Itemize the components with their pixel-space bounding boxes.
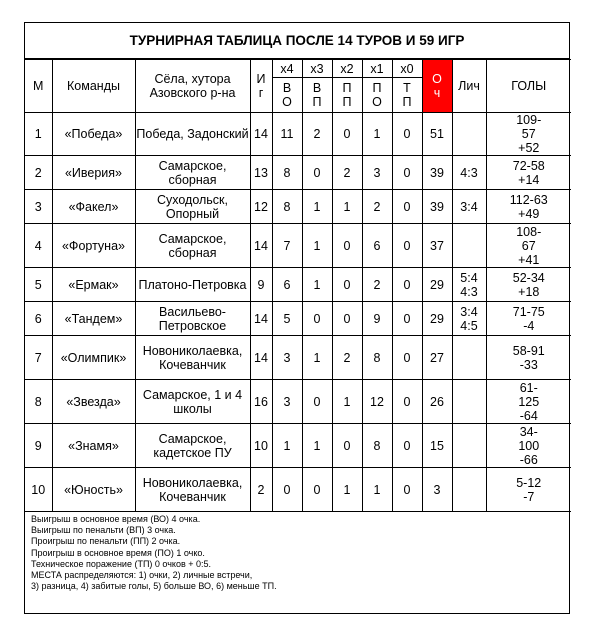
header-code-part: П: [372, 81, 382, 95]
cell-vp: 0: [302, 468, 332, 512]
goals-part: +52: [518, 141, 540, 155]
cell-village: Васильево-Петровское: [135, 302, 250, 336]
cell-points: 29: [422, 302, 452, 336]
standings-sheet: [24, 22, 570, 614]
cell-team: «Фортуна»: [52, 224, 135, 268]
goals-part: -4: [523, 318, 535, 333]
goals-part: 72-58: [512, 158, 545, 173]
note-line: 3) разница, 4) забитые голы, 5) больше ВО, 6) меньше ТП.: [31, 581, 277, 592]
cell-vo: 3: [272, 336, 302, 380]
goals-part: -66: [519, 452, 538, 467]
cell-pp: 0: [332, 302, 362, 336]
cell-team: «Юность»: [52, 468, 135, 512]
cell-goals: [486, 424, 571, 468]
cell-games: 14: [250, 224, 272, 268]
cell-po: 2: [362, 268, 392, 302]
note-line: Проигрыш по пенальти (ПП) 2 очка.: [31, 536, 181, 547]
cell-place: 8: [25, 380, 52, 424]
goals-part: 71-75: [512, 304, 545, 319]
table-row: [25, 336, 571, 380]
personal-score: 5:4: [460, 270, 478, 285]
header-team: Команды: [52, 60, 135, 113]
goals-part: 57: [521, 127, 536, 141]
table-row: [25, 424, 571, 468]
header-code-vp: [302, 78, 332, 113]
note-line: Выигрыш в основное время (ВО) 4 очка.: [31, 514, 201, 524]
header-code-part: П: [342, 81, 352, 95]
cell-team: «Знамя»: [52, 424, 135, 468]
personal-score: 3:4: [460, 304, 478, 319]
cell-goals: [486, 336, 571, 380]
cell-vo: 11: [272, 113, 302, 156]
cell-goals: [486, 190, 571, 224]
cell-po: 1: [362, 468, 392, 512]
cell-vp: 2: [302, 113, 332, 156]
cell-village: Новониколаевка, Кочеванчик: [135, 468, 250, 512]
header-games-part: г: [258, 86, 264, 100]
cell-village: Платоно-Петровка: [135, 268, 250, 302]
header-code-part: В: [312, 81, 322, 95]
cell-vp: 0: [302, 302, 332, 336]
cell-vo: 0: [272, 468, 302, 512]
header-points-part: О: [432, 72, 442, 86]
cell-vp: 1: [302, 424, 332, 468]
cell-personal: [452, 380, 486, 424]
cell-games: 14: [250, 336, 272, 380]
cell-games: 2: [250, 468, 272, 512]
cell-games: 10: [250, 424, 272, 468]
cell-po: 1: [362, 113, 392, 156]
cell-tp: 0: [392, 336, 422, 380]
cell-games: 14: [250, 113, 272, 156]
cell-points: 37: [422, 224, 452, 268]
header-personal: Лич: [452, 60, 486, 113]
goals-part: 34-: [519, 424, 538, 439]
cell-goals: [486, 113, 571, 156]
header-code-part: П: [402, 95, 412, 109]
header-code-tp: [392, 78, 422, 113]
table-row: [25, 224, 571, 268]
goals-part: 125: [518, 394, 540, 409]
cell-personal: [452, 190, 486, 224]
standings-table: [25, 59, 571, 512]
cell-vo: 8: [272, 156, 302, 190]
table-title: ТУРНИРНАЯ ТАБЛИЦА ПОСЛЕ 14 ТУРОВ И 59 ИГР: [25, 23, 569, 59]
cell-place: 9: [25, 424, 52, 468]
cell-goals: [486, 468, 571, 512]
cell-vo: 1: [272, 424, 302, 468]
cell-goals: [486, 380, 571, 424]
cell-points: 29: [422, 268, 452, 302]
cell-tp: 0: [392, 302, 422, 336]
header-village: Сёла, хутора Азовского р-на: [135, 60, 250, 113]
cell-tp: 0: [392, 190, 422, 224]
header-code-part: О: [282, 95, 292, 109]
note-line: Техническое поражение (ТП) 0 очков + 0:5.: [31, 558, 212, 569]
header-place: М: [25, 60, 52, 113]
cell-points: 51: [422, 113, 452, 156]
cell-vp: 0: [302, 380, 332, 424]
cell-points: 3: [422, 468, 452, 512]
cell-games: 12: [250, 190, 272, 224]
cell-place: 4: [25, 224, 52, 268]
cell-village: Самарское, сборная: [135, 224, 250, 268]
personal-score: 4:3: [460, 284, 478, 299]
cell-po: 2: [362, 190, 392, 224]
cell-pp: 1: [332, 468, 362, 512]
header-points: [422, 60, 452, 113]
header-mult: х3: [302, 60, 332, 78]
header-code-part: В: [282, 81, 292, 95]
table-row: [25, 156, 571, 190]
header-row-top: [25, 60, 571, 78]
goals-part: 100: [518, 438, 540, 453]
cell-village: Самарское, кадетское ПУ: [135, 424, 250, 468]
cell-po: 6: [362, 224, 392, 268]
goals-part: +14: [518, 172, 540, 187]
cell-personal: [452, 302, 486, 336]
header-games: [250, 60, 272, 113]
goals-part: -7: [523, 489, 535, 504]
cell-personal: [452, 268, 486, 302]
cell-points: 39: [422, 156, 452, 190]
goals-part: +18: [518, 284, 540, 299]
cell-personal: [452, 336, 486, 380]
cell-vp: 1: [302, 336, 332, 380]
cell-team: «Звезда»: [52, 380, 135, 424]
goals-part: 108-: [516, 224, 542, 239]
cell-place: 3: [25, 190, 52, 224]
personal-score: 3:4: [460, 199, 478, 214]
notes-block: [25, 512, 569, 594]
header-points-part: ч: [433, 86, 441, 100]
cell-personal: [452, 224, 486, 268]
cell-tp: 0: [392, 224, 422, 268]
goals-part: 52-34: [512, 270, 545, 285]
goals-part: 58-91: [512, 343, 545, 358]
note-line: МЕСТА распределяются: 1) очки, 2) личные встречи,: [31, 570, 253, 581]
cell-team: «Факел»: [52, 190, 135, 224]
header-goals: ГОЛЫ: [486, 60, 571, 113]
header-mult: х1: [362, 60, 392, 78]
cell-pp: 0: [332, 113, 362, 156]
table-row: [25, 190, 571, 224]
header-code-vo: [272, 78, 302, 113]
cell-goals: [486, 156, 571, 190]
cell-vp: 1: [302, 268, 332, 302]
cell-village: Самарское, 1 и 4 школы: [135, 380, 250, 424]
header-code-po: [362, 78, 392, 113]
cell-village: Победа, Задонский: [135, 113, 250, 156]
goals-part: +49: [518, 206, 540, 221]
cell-tp: 0: [392, 468, 422, 512]
cell-vp: 1: [302, 224, 332, 268]
header-code-part: П: [312, 95, 322, 109]
cell-tp: 0: [392, 380, 422, 424]
cell-place: 6: [25, 302, 52, 336]
header-code-pp: [332, 78, 362, 113]
goals-part: 61-: [519, 380, 538, 395]
cell-tp: 0: [392, 156, 422, 190]
cell-vp: 0: [302, 156, 332, 190]
cell-tp: 0: [392, 268, 422, 302]
cell-team: «Победа»: [52, 113, 135, 156]
standings-body: [25, 113, 571, 512]
table-row: [25, 268, 571, 302]
cell-pp: 1: [332, 190, 362, 224]
cell-personal: [452, 424, 486, 468]
personal-score: 4:5: [460, 318, 478, 333]
table-row: [25, 302, 571, 336]
goals-part: -33: [519, 357, 538, 372]
cell-personal: [452, 156, 486, 190]
goals-part: 67: [521, 238, 536, 253]
header-games-part: И: [256, 72, 266, 86]
cell-points: 39: [422, 190, 452, 224]
cell-place: 2: [25, 156, 52, 190]
note-line: Выигрыш по пенальти (ВП) 3 очка.: [31, 525, 176, 536]
note-line: Проигрыш в основное время (ПО) 1 очко.: [31, 547, 205, 558]
cell-goals: [486, 224, 571, 268]
header-mult: х4: [272, 60, 302, 78]
cell-place: 10: [25, 468, 52, 512]
cell-pp: 2: [332, 336, 362, 380]
cell-place: 5: [25, 268, 52, 302]
header-code-part: Т: [403, 81, 411, 95]
goals-part: 5-12: [516, 475, 542, 490]
cell-vo: 5: [272, 302, 302, 336]
cell-place: 7: [25, 336, 52, 380]
cell-points: 26: [422, 380, 452, 424]
cell-games: 16: [250, 380, 272, 424]
cell-team: «Иверия»: [52, 156, 135, 190]
header-mult: х0: [392, 60, 422, 78]
cell-vo: 8: [272, 190, 302, 224]
cell-po: 12: [362, 380, 392, 424]
cell-vp: 1: [302, 190, 332, 224]
cell-village: Суходольск, Опорный: [135, 190, 250, 224]
cell-points: 15: [422, 424, 452, 468]
cell-tp: 0: [392, 113, 422, 156]
cell-games: 14: [250, 302, 272, 336]
cell-vo: 6: [272, 268, 302, 302]
cell-po: 9: [362, 302, 392, 336]
cell-team: «Ермак»: [52, 268, 135, 302]
cell-vo: 7: [272, 224, 302, 268]
cell-goals: [486, 302, 571, 336]
cell-team: «Тандем»: [52, 302, 135, 336]
cell-team: «Олимпик»: [52, 336, 135, 380]
header-mult: х2: [332, 60, 362, 78]
cell-po: 8: [362, 424, 392, 468]
cell-tp: 0: [392, 424, 422, 468]
cell-games: 13: [250, 156, 272, 190]
cell-po: 8: [362, 336, 392, 380]
cell-pp: 1: [332, 380, 362, 424]
header-code-part: О: [372, 95, 382, 109]
cell-vo: 3: [272, 380, 302, 424]
goals-part: +41: [518, 252, 540, 267]
table-row: [25, 113, 571, 156]
cell-pp: 2: [332, 156, 362, 190]
cell-goals: [486, 268, 571, 302]
cell-pp: 0: [332, 268, 362, 302]
header-code-part: П: [342, 95, 352, 109]
cell-pp: 0: [332, 224, 362, 268]
cell-personal: [452, 468, 486, 512]
cell-points: 27: [422, 336, 452, 380]
cell-games: 9: [250, 268, 272, 302]
table-row: [25, 468, 571, 512]
cell-po: 3: [362, 156, 392, 190]
goals-part: -64: [519, 408, 538, 423]
cell-village: Самарское, сборная: [135, 156, 250, 190]
table-row: [25, 380, 571, 424]
goals-part: 112-63: [509, 192, 548, 207]
cell-village: Новониколаевка, Кочеванчик: [135, 336, 250, 380]
goals-part: 109-: [516, 113, 542, 127]
personal-score: 4:3: [460, 165, 478, 180]
cell-place: 1: [25, 113, 52, 156]
cell-personal: [452, 113, 486, 156]
cell-pp: 0: [332, 424, 362, 468]
